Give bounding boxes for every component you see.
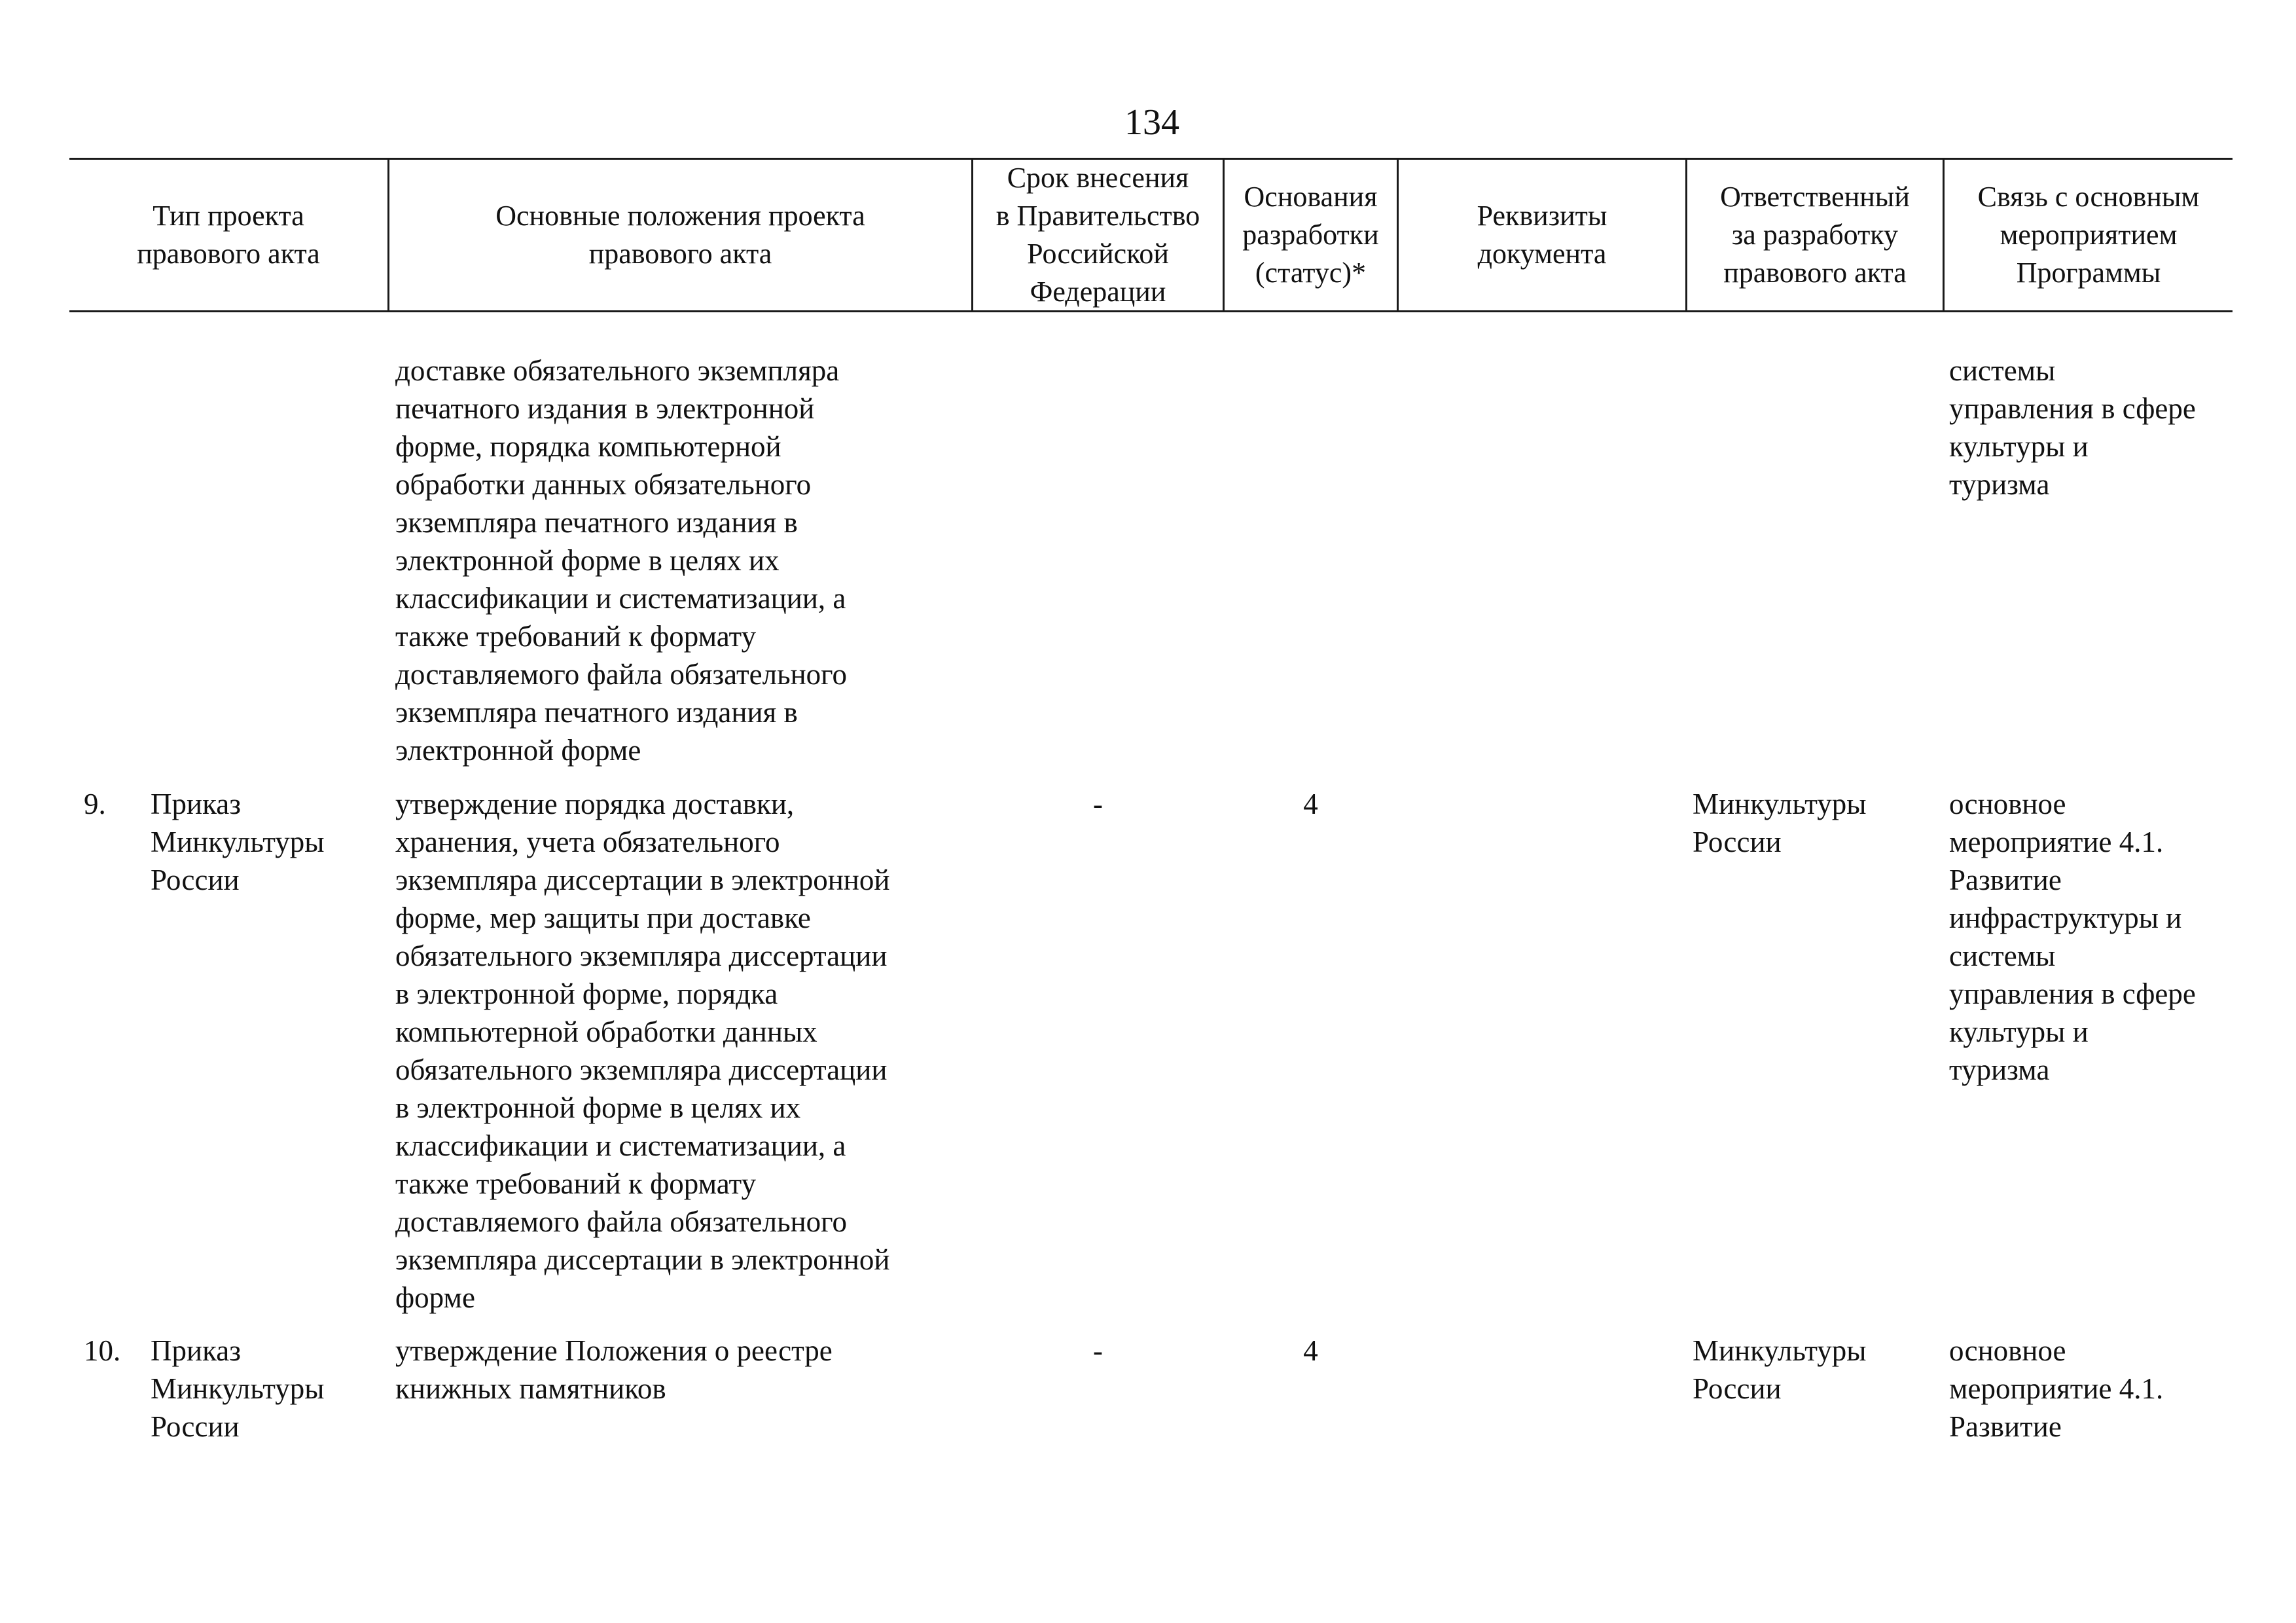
continuation-provisions: доставке обязательного экземпляра печатного издания в электронной форме, порядка компьютерной обработки данных обязательного экземпляра печатного издания в электронной форме в целях их классификации и систематизации, а также требований к формату доставляемого файла обязательного экземпляра печатного издания в электронной форме	[395, 354, 848, 767]
row-act-type: Приказ Минкультуры России	[151, 1334, 325, 1443]
row-number: 10.	[84, 1334, 121, 1367]
row-basis: 4	[1303, 788, 1318, 820]
page-number: 134	[1124, 102, 1179, 143]
row-basis: 4	[1303, 1334, 1318, 1367]
row-provisions: утверждение Положения о реестре книжных памятников	[395, 1334, 833, 1405]
header-basis: Основания разработки (статус)*	[1242, 181, 1379, 289]
header-act-type: Тип проекта правового акта	[137, 200, 320, 270]
header-program-link: Связь с основным мероприятием Программы	[1977, 181, 2200, 289]
row-responsible: Минкультуры России	[1693, 788, 1867, 858]
header-deadline: Срок внесения в Правительство Российской Федерации	[996, 162, 1200, 308]
header-requisites: Реквизиты документа	[1477, 200, 1607, 270]
continuation-program-link: системы управления в сфере культуры и туризма	[1949, 354, 2196, 501]
row-responsible: Минкультуры России	[1693, 1334, 1867, 1405]
row-deadline: -	[1093, 1334, 1103, 1367]
row-program-link: основное мероприятие 4.1. Развитие	[1949, 1334, 2164, 1443]
row-number: 9.	[84, 788, 106, 820]
row-act-type: Приказ Минкультуры России	[151, 788, 325, 896]
header-responsible: Ответственный за разработку правового акта	[1720, 181, 1910, 289]
row-program-link: основное мероприятие 4.1. Развитие инфраструктуры и системы управления в сфере культуры и туризма	[1949, 788, 2196, 1086]
header-provisions: Основные положения проекта правового акта	[495, 200, 865, 270]
row-deadline: -	[1093, 788, 1103, 820]
row-provisions: утверждение порядка доставки, хранения, учета обязательного экземпляра диссертации в электронной форме, мер защиты при доставке обязательного экземпляра диссертации в электронной форме, порядка компьютерной обработки данных обязательного экземпляра диссертации в электронной форме в целях их классификации и систематизации, а также требований к формату доставляемого файла обязательного экземпляра диссертации в электронной форме	[395, 788, 890, 1314]
